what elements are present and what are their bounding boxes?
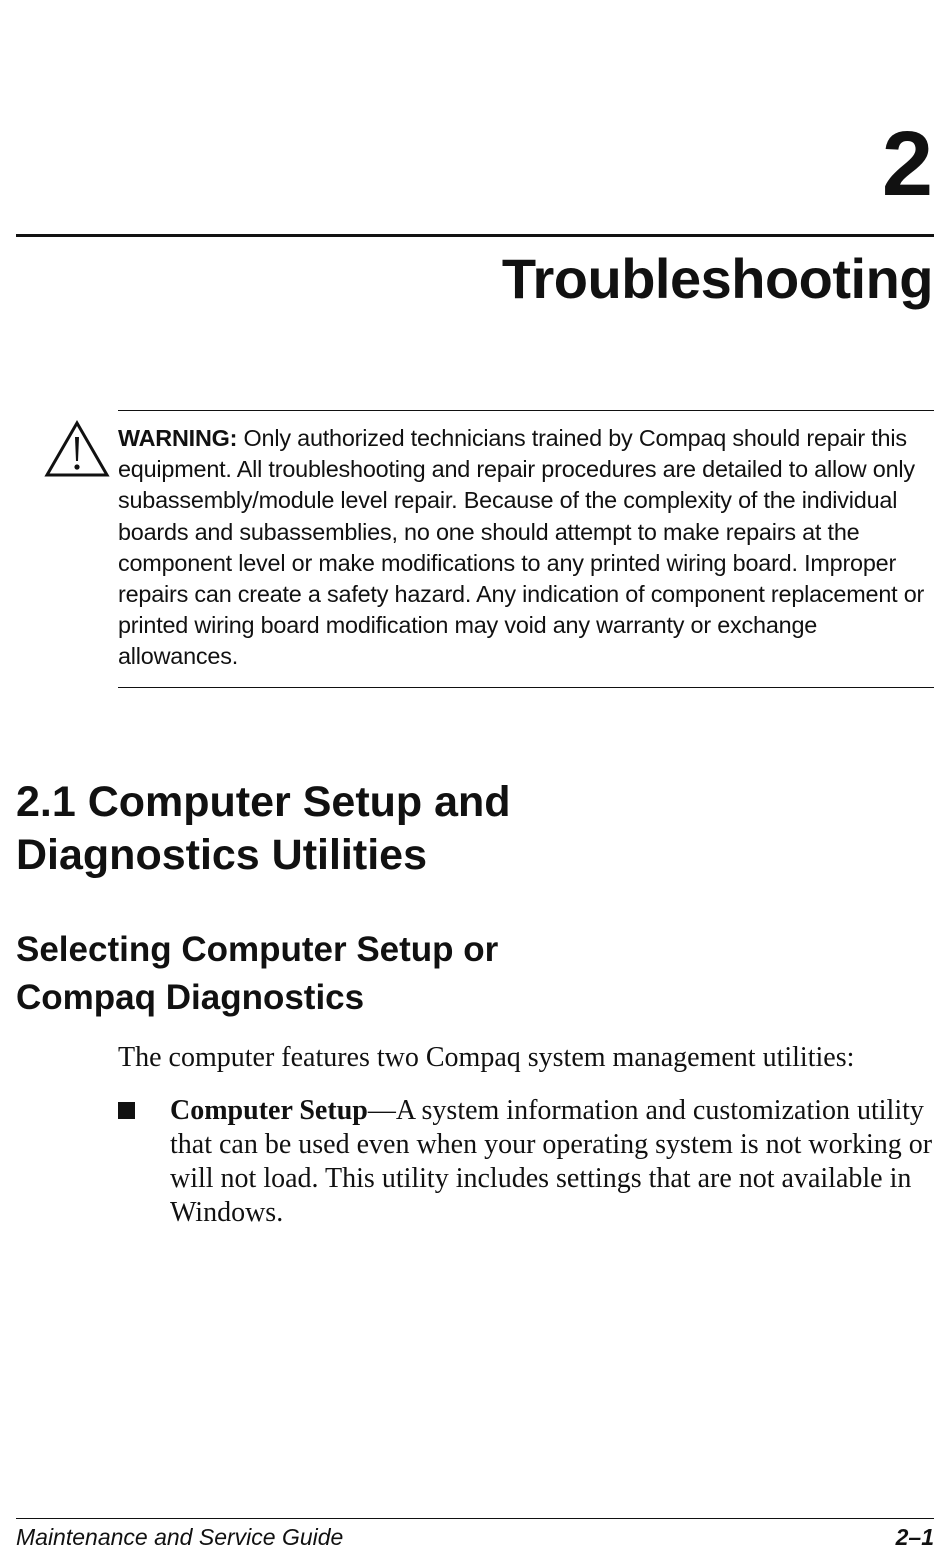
chapter-title: Troubleshooting [501, 247, 933, 310]
footer-page-number: 2–1 [895, 1524, 934, 1550]
warning-block [118, 410, 934, 688]
subsection-heading-line1: Selecting Computer Setup or [16, 930, 499, 969]
footer-rule [16, 1518, 934, 1519]
section-heading-line2: Diagnostics Utilities [16, 831, 427, 879]
intro-paragraph: The computer features two Compaq system management utilities: [118, 1042, 855, 1073]
warning-triangle-icon [44, 420, 110, 478]
bullet-square-icon [118, 1102, 135, 1119]
subsection-heading [16, 926, 716, 1022]
list-item [118, 1094, 938, 1230]
warning-label: WARNING: [118, 425, 238, 451]
bullet-text [170, 1094, 938, 1230]
chapter-number: 2 [881, 113, 933, 215]
subsection-heading-line2: Compaq Diagnostics [16, 978, 365, 1017]
bullet-description: —A system information and customization utility that can be used even when your operating system is not working or will not load. This utility includes settings that are not available in Windows. [170, 1095, 933, 1228]
bullet-term: Computer Setup [170, 1095, 368, 1126]
footer-guide-title: Maintenance and Service Guide [16, 1524, 344, 1550]
section-heading-line1: 2.1 Computer Setup and [16, 778, 511, 826]
warning-text [118, 423, 934, 673]
chapter-rule [16, 234, 934, 237]
section-heading [16, 776, 716, 882]
warning-body: Only authorized technicians trained by Compaq should repair this equipment. All troubleshooting and repair procedures are detailed to allow only subassembly/module level repair. Because of the complexity of the individual boards and subassemblies, no one should attempt to make repairs at the component level or make modifications to any printed wiring board. Improper repairs can create a safety hazard. Any indication of component replacement or printed wiring board modification may void any warranty or exchange allowances. [118, 425, 925, 670]
